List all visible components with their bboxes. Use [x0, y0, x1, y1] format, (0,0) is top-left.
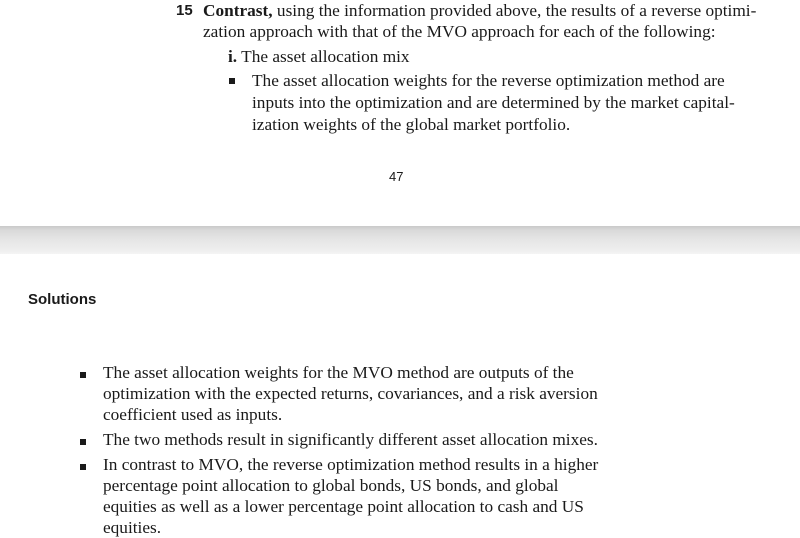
document-page-top: [0, 0, 800, 226]
solution-line: The two methods result in significantly different asset allocation mixes.: [103, 430, 598, 449]
bullet-square-icon: [229, 78, 235, 84]
document-page-bottom: [0, 254, 800, 538]
question-line-1: [203, 0, 756, 21]
sub-question-item: [228, 46, 410, 67]
question-line-1-text: using the information provided above, the results of a reverse optimi-: [272, 1, 757, 20]
question-number: 15: [176, 2, 193, 19]
page-separator: [0, 226, 800, 254]
solutions-list: [0, 254, 800, 538]
solution-line: optimization with the expected returns, covariances, and a risk aversion: [103, 384, 598, 403]
question-lead-word: Contrast,: [203, 1, 273, 20]
solutions-heading: Solutions: [28, 291, 97, 308]
solution-line: coefficient used as inputs.: [103, 405, 283, 424]
solution-line: equities as well as a lower percentage point allocation to cash and US: [103, 497, 584, 516]
bullet-square-icon: [80, 439, 86, 445]
answer-bullet-line-1: The asset allocation weights for the reverse optimization method are: [252, 71, 725, 90]
solution-line: percentage point allocation to global bonds, US bonds, and global: [103, 476, 559, 495]
question-line-2: zation approach with that of the MVO approach for each of the following:: [203, 22, 716, 41]
answer-bullet-line-3: ization weights of the global market portfolio.: [252, 115, 571, 134]
sub-question-label: i.: [228, 47, 238, 66]
bullet-square-icon: [80, 372, 86, 378]
bullet-square-icon: [80, 464, 86, 470]
solution-line: equities.: [103, 518, 162, 537]
page-number: 47: [389, 169, 404, 184]
solution-line: In contrast to MVO, the reverse optimization method results in a higher: [103, 455, 599, 474]
solution-line: The asset allocation weights for the MVO method are outputs of the: [103, 363, 574, 382]
question-block: [0, 0, 800, 50]
sub-question-text: The asset allocation mix: [237, 47, 410, 66]
answer-bullet-line-2: inputs into the optimization and are determined by the market capital-: [252, 93, 735, 112]
